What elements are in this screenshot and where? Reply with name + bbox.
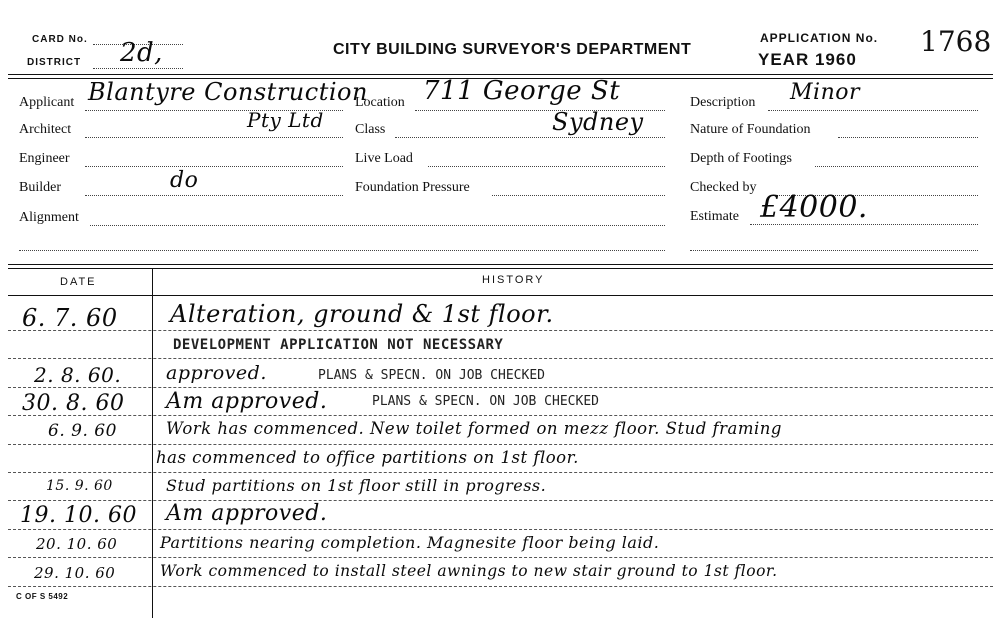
district-label: DISTRICT bbox=[27, 57, 82, 68]
row-history: Am approved. bbox=[166, 389, 328, 414]
table-header-rule bbox=[8, 295, 993, 296]
date-column-header: DATE bbox=[60, 276, 97, 288]
foundation-pressure-label: Foundation Pressure bbox=[355, 180, 470, 195]
row-history: Work commenced to install steel awnings to new stair ground to 1st floor. bbox=[160, 562, 778, 580]
district-value: 2d, bbox=[120, 38, 163, 68]
development-stamp: DEVELOPMENT APPLICATION NOT NECESSARY bbox=[173, 337, 504, 353]
builder-value: do bbox=[170, 168, 199, 193]
engineer-label: Engineer bbox=[19, 151, 70, 166]
depth-of-footings-line bbox=[815, 166, 978, 167]
applicant-label: Applicant bbox=[19, 95, 75, 110]
description-line bbox=[768, 110, 978, 111]
row-rule bbox=[8, 586, 993, 587]
row-history: Partitions nearing completion. Magnesite floor being laid. bbox=[160, 533, 660, 552]
header-rule-top bbox=[8, 74, 993, 75]
row-history: Am approved. bbox=[166, 501, 328, 526]
applicant-value: Blantyre Construction bbox=[88, 78, 368, 106]
class-label: Class bbox=[355, 122, 386, 137]
class-value: Sydney bbox=[552, 108, 644, 136]
plans-checked-stamp: PLANS & SPECN. ON JOB CHECKED bbox=[318, 368, 545, 383]
row-date: 30. 8. 60 bbox=[22, 391, 125, 416]
depth-of-footings-label: Depth of Footings bbox=[690, 151, 792, 166]
engineer-line bbox=[85, 166, 343, 167]
plans-checked-stamp: PLANS & SPECN. ON JOB CHECKED bbox=[372, 394, 599, 409]
alignment-line-2 bbox=[19, 250, 665, 251]
application-number: 1768 bbox=[920, 25, 992, 58]
row-date: 20. 10. 60 bbox=[36, 535, 118, 553]
live-load-line bbox=[428, 166, 665, 167]
description-value: Minor bbox=[790, 80, 860, 105]
row-rule bbox=[8, 358, 993, 359]
year: YEAR 1960 bbox=[758, 50, 857, 69]
nature-of-foundation-line bbox=[838, 137, 978, 138]
row-date: 6. 7. 60 bbox=[22, 304, 118, 332]
form-code: C OF S 5492 bbox=[16, 592, 69, 601]
table-rule-top bbox=[8, 264, 993, 265]
district-line bbox=[93, 68, 183, 69]
row-rule bbox=[8, 387, 993, 388]
row-history: Stud partitions on 1st floor still in progress. bbox=[166, 476, 547, 495]
estimate-value: £4000. bbox=[760, 190, 868, 225]
row-history: approved. bbox=[166, 362, 267, 384]
builder-label: Builder bbox=[19, 180, 61, 195]
architect-line bbox=[85, 137, 343, 138]
builder-line bbox=[85, 195, 343, 196]
row-rule bbox=[8, 557, 993, 558]
row-date: 2. 8. 60. bbox=[34, 363, 122, 387]
alignment-line bbox=[90, 225, 665, 226]
application-no-label: APPLICATION No. bbox=[760, 31, 879, 45]
checked-by-label: Checked by bbox=[690, 180, 757, 195]
row-rule bbox=[8, 472, 993, 473]
department-title: CITY BUILDING SURVEYOR'S DEPARTMENT bbox=[333, 41, 692, 58]
row-rule bbox=[8, 500, 993, 501]
table-rule-top-2 bbox=[8, 268, 993, 269]
location-value: 711 George St bbox=[423, 76, 621, 106]
row-history: Alteration, ground & 1st floor. bbox=[170, 300, 554, 328]
date-column-divider bbox=[152, 268, 153, 618]
live-load-label: Live Load bbox=[355, 151, 413, 166]
history-column-header: HISTORY bbox=[482, 274, 545, 286]
row-date: 29. 10. 60 bbox=[34, 564, 116, 582]
description-label: Description bbox=[690, 95, 756, 110]
row-date: 19. 10. 60 bbox=[20, 503, 137, 528]
row-date: 6. 9. 60 bbox=[48, 421, 117, 441]
row-history: Work has commenced. New toilet formed on mezz floor. Stud framing bbox=[166, 419, 782, 438]
row-rule bbox=[8, 415, 993, 416]
row-rule bbox=[8, 529, 993, 530]
class-line bbox=[395, 137, 665, 138]
foundation-pressure-line bbox=[492, 195, 665, 196]
row-rule bbox=[8, 330, 993, 331]
nature-of-foundation-label: Nature of Foundation bbox=[690, 122, 811, 137]
location-label: Location bbox=[355, 95, 405, 110]
card-no-label: CARD No. bbox=[32, 34, 88, 45]
row-history-continued: has commenced to office partitions on 1st floor. bbox=[156, 448, 579, 467]
column3-line-bottom bbox=[690, 250, 978, 251]
row-date: 15. 9. 60 bbox=[46, 478, 113, 494]
estimate-label: Estimate bbox=[690, 209, 739, 224]
architect-value: Pty Ltd bbox=[247, 108, 324, 132]
architect-label: Architect bbox=[19, 122, 72, 137]
alignment-label: Alignment bbox=[19, 210, 79, 225]
row-rule bbox=[8, 444, 993, 445]
